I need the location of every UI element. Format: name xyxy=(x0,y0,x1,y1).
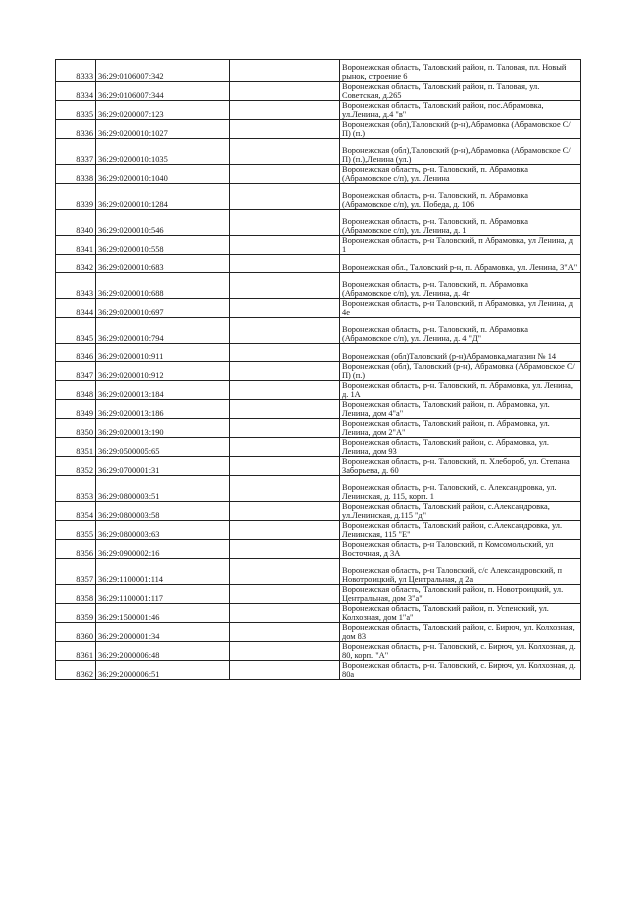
table-row xyxy=(56,255,581,273)
cadastral-number: 36:29:0700001:31 xyxy=(96,457,230,476)
address-cell: Воронежская область, Таловский район, с. Абрамовка, ул. Ленина, дом 93 xyxy=(340,438,581,457)
row-number: 8352 xyxy=(56,457,96,476)
address-cell: Воронежская область, Таловский район, пос.Абрамовка, ул.Ленина, д.4 "в" xyxy=(340,101,581,120)
address-cell: Воронежская область, р-н. Таловский, с. Бирюч, ул. Колхозная, д. 80, корп. "А" xyxy=(340,642,581,661)
description-cell xyxy=(230,184,340,210)
cadastral-number: 36:29:0200013:186 xyxy=(96,400,230,419)
address-cell: Воронежская область, р-н Таловский, п Комсомольский, ул Восточная, д 3А xyxy=(340,540,581,559)
cadastral-number: 36:29:2000006:51 xyxy=(96,661,230,680)
description-cell xyxy=(230,476,340,502)
row-number: 8344 xyxy=(56,299,96,318)
description-cell xyxy=(230,318,340,344)
description-cell xyxy=(230,381,340,400)
row-number: 8340 xyxy=(56,210,96,236)
cadastral-number: 36:29:2000001:34 xyxy=(96,623,230,642)
row-number: 8362 xyxy=(56,661,96,680)
cadastral-number: 36:29:0200013:190 xyxy=(96,419,230,438)
address-cell: Воронежская (обл), Таловский (р-н), Абрамовка (Абрамовское С/П) (п.) xyxy=(340,362,581,381)
description-cell xyxy=(230,623,340,642)
table-row xyxy=(56,585,581,604)
table-row xyxy=(56,559,581,585)
cadastral-number: 36:29:0500005:65 xyxy=(96,438,230,457)
description-cell xyxy=(230,438,340,457)
description-cell xyxy=(230,236,340,255)
cadastral-number: 36:29:0200010:1284 xyxy=(96,184,230,210)
address-cell: Воронежская область, р-н Таловский, п Абрамовка, ул Ленина, д 1 xyxy=(340,236,581,255)
cadastral-number: 36:29:0106007:344 xyxy=(96,82,230,101)
description-cell xyxy=(230,299,340,318)
row-number: 8353 xyxy=(56,476,96,502)
row-number: 8360 xyxy=(56,623,96,642)
description-cell xyxy=(230,559,340,585)
table-row xyxy=(56,604,581,623)
row-number: 8357 xyxy=(56,559,96,585)
description-cell xyxy=(230,273,340,299)
description-cell xyxy=(230,362,340,381)
records-table xyxy=(55,59,581,680)
table-row xyxy=(56,476,581,502)
table-row xyxy=(56,419,581,438)
table-row xyxy=(56,60,581,82)
address-cell: Воронежская область, р-н. Таловский, п. Хлебороб, ул. Степана Заборьева, д. 60 xyxy=(340,457,581,476)
address-cell: Воронежская область, Таловский район, п. Новотроицкий, ул. Центральная, дом 3"а" xyxy=(340,585,581,604)
row-number: 8341 xyxy=(56,236,96,255)
row-number: 8347 xyxy=(56,362,96,381)
cadastral-number: 36:29:0800003:63 xyxy=(96,521,230,540)
cadastral-number: 36:29:0200007:123 xyxy=(96,101,230,120)
table-row xyxy=(56,438,581,457)
cadastral-number: 36:29:0800003:51 xyxy=(96,476,230,502)
table-row xyxy=(56,400,581,419)
address-cell: Воронежская обл., Таловский р-н, п. Абрамовка, ул. Ленина, 3"А" xyxy=(340,255,581,273)
row-number: 8349 xyxy=(56,400,96,419)
cadastral-number: 36:29:1100001:117 xyxy=(96,585,230,604)
cadastral-number: 36:29:0200010:1040 xyxy=(96,165,230,184)
table-row xyxy=(56,318,581,344)
table-row xyxy=(56,344,581,362)
table-row xyxy=(56,82,581,101)
cadastral-number: 36:29:0200013:184 xyxy=(96,381,230,400)
table-row xyxy=(56,642,581,661)
address-cell: Воронежская область, Таловский район, п. Успенский, ул. Колхозная, дом 1"а" xyxy=(340,604,581,623)
cadastral-number: 36:29:0200010:911 xyxy=(96,344,230,362)
cadastral-number: 36:29:0200010:688 xyxy=(96,273,230,299)
row-number: 8345 xyxy=(56,318,96,344)
address-cell: Воронежская область, р-н. Таловский, п. Абрамовка, ул. Ленина, д. 1А xyxy=(340,381,581,400)
description-cell xyxy=(230,521,340,540)
table-row xyxy=(56,165,581,184)
cadastral-number: 36:29:0200010:697 xyxy=(96,299,230,318)
address-cell: Воронежская область, р-н. Таловский, с. Александровка, ул. Ленинская, д. 115, корп. 1 xyxy=(340,476,581,502)
address-cell: Воронежская область, Таловский район, п. Абрамовка, ул. Ленина, дом 4"а" xyxy=(340,400,581,419)
description-cell xyxy=(230,502,340,521)
cadastral-number: 36:29:2000006:48 xyxy=(96,642,230,661)
row-number: 8334 xyxy=(56,82,96,101)
cadastral-number: 36:29:0200010:912 xyxy=(96,362,230,381)
cadastral-number: 36:29:1100001:114 xyxy=(96,559,230,585)
row-number: 8337 xyxy=(56,139,96,165)
description-cell xyxy=(230,661,340,680)
row-number: 8355 xyxy=(56,521,96,540)
cadastral-number: 36:29:0200010:1035 xyxy=(96,139,230,165)
row-number: 8354 xyxy=(56,502,96,521)
table-row xyxy=(56,623,581,642)
table-row xyxy=(56,502,581,521)
cadastral-number: 36:29:0800003:58 xyxy=(96,502,230,521)
description-cell xyxy=(230,210,340,236)
table-row xyxy=(56,299,581,318)
address-cell: Воронежская область, р-н Таловский, п Абрамовка, ул Ленина, д 4е xyxy=(340,299,581,318)
description-cell xyxy=(230,82,340,101)
cadastral-number: 36:29:0106007:342 xyxy=(96,60,230,82)
address-cell: Воронежская область, р-н. Таловский, п. Абрамовка (Абрамовское с/п), ул. Ленина xyxy=(340,165,581,184)
cadastral-number: 36:29:0200010:683 xyxy=(96,255,230,273)
row-number: 8361 xyxy=(56,642,96,661)
description-cell xyxy=(230,101,340,120)
description-cell xyxy=(230,400,340,419)
address-cell: Воронежская область, р-н. Таловский, п. Абрамовка (Абрамовское с/п), ул. Ленина, д. 1 xyxy=(340,210,581,236)
table-row xyxy=(56,457,581,476)
description-cell xyxy=(230,604,340,623)
row-number: 8335 xyxy=(56,101,96,120)
row-number: 8338 xyxy=(56,165,96,184)
table-row xyxy=(56,120,581,139)
address-cell: Воронежская (обл)Таловский (р-н)Абрамовка,магазин № 14 xyxy=(340,344,581,362)
description-cell xyxy=(230,419,340,438)
row-number: 8346 xyxy=(56,344,96,362)
table-row xyxy=(56,101,581,120)
row-number: 8336 xyxy=(56,120,96,139)
description-cell xyxy=(230,139,340,165)
description-cell xyxy=(230,255,340,273)
cadastral-number: 36:29:0900002:16 xyxy=(96,540,230,559)
table-row xyxy=(56,236,581,255)
cadastral-number: 36:29:0200010:546 xyxy=(96,210,230,236)
table-row xyxy=(56,521,581,540)
address-cell: Воронежская область, Таловский район, с.Александровка, ул.Ленинская, д.115 "д" xyxy=(340,502,581,521)
address-cell: Воронежская область, р-н. Таловский, п. Абрамовка (Абрамовское с/п), ул. Ленина, д. 4г xyxy=(340,273,581,299)
table-row xyxy=(56,139,581,165)
address-cell: Воронежская область, р-н. Таловский, с. Бирюч, ул. Колхозная, д. 80а xyxy=(340,661,581,680)
records-table-body xyxy=(56,60,581,680)
address-cell: Воронежская область, Таловский район, п. Таловая, ул. Советская, д.265 xyxy=(340,82,581,101)
table-row xyxy=(56,381,581,400)
address-cell: Воронежская (обл),Таловский (р-н),Абрамовка (Абрамовское С/П) (п.),Ленина (ул.) xyxy=(340,139,581,165)
row-number: 8343 xyxy=(56,273,96,299)
table-row xyxy=(56,184,581,210)
address-cell: Воронежская (обл),Таловский (р-н),Абрамовка (Абрамовское С/П) (п.) xyxy=(340,120,581,139)
row-number: 8348 xyxy=(56,381,96,400)
description-cell xyxy=(230,585,340,604)
description-cell xyxy=(230,165,340,184)
table-row xyxy=(56,210,581,236)
table-row xyxy=(56,362,581,381)
description-cell xyxy=(230,120,340,139)
address-cell: Воронежская область, Таловский район, с. Бирюч, ул. Колхозная, дом 83 xyxy=(340,623,581,642)
row-number: 8351 xyxy=(56,438,96,457)
description-cell xyxy=(230,642,340,661)
row-number: 8358 xyxy=(56,585,96,604)
cadastral-number: 36:29:1500001:46 xyxy=(96,604,230,623)
address-cell: Воронежская область, Таловский район, с.Александровка, ул. Ленинская, 115 "Е" xyxy=(340,521,581,540)
description-cell xyxy=(230,457,340,476)
address-cell: Воронежская область, р-н. Таловский, п. Абрамовка (Абрамовское с/п), ул. Победа, д. 106 xyxy=(340,184,581,210)
table-row xyxy=(56,661,581,680)
address-cell: Воронежская область, р-н Таловский, с/с Александровский, п Новотроицкий, ул Центральная, д 2а xyxy=(340,559,581,585)
address-cell: Воронежская область, р-н. Таловский, п. Абрамовка (Абрамовское с/п), ул. Ленина, д. 4 "Д" xyxy=(340,318,581,344)
cadastral-number: 36:29:0200010:794 xyxy=(96,318,230,344)
address-cell: Воронежская область, Таловский район, п. Абрамовка, ул. Ленина, дом 2"А" xyxy=(340,419,581,438)
row-number: 8350 xyxy=(56,419,96,438)
table-row xyxy=(56,540,581,559)
row-number: 8342 xyxy=(56,255,96,273)
description-cell xyxy=(230,540,340,559)
address-cell: Воронежская область, Таловский район, п. Таловая, пл. Новый рынок, строение 6 xyxy=(340,60,581,82)
description-cell xyxy=(230,60,340,82)
row-number: 8356 xyxy=(56,540,96,559)
description-cell xyxy=(230,344,340,362)
row-number: 8339 xyxy=(56,184,96,210)
cadastral-number: 36:29:0200010:558 xyxy=(96,236,230,255)
cadastral-number: 36:29:0200010:1027 xyxy=(96,120,230,139)
row-number: 8333 xyxy=(56,60,96,82)
row-number: 8359 xyxy=(56,604,96,623)
table-row xyxy=(56,273,581,299)
